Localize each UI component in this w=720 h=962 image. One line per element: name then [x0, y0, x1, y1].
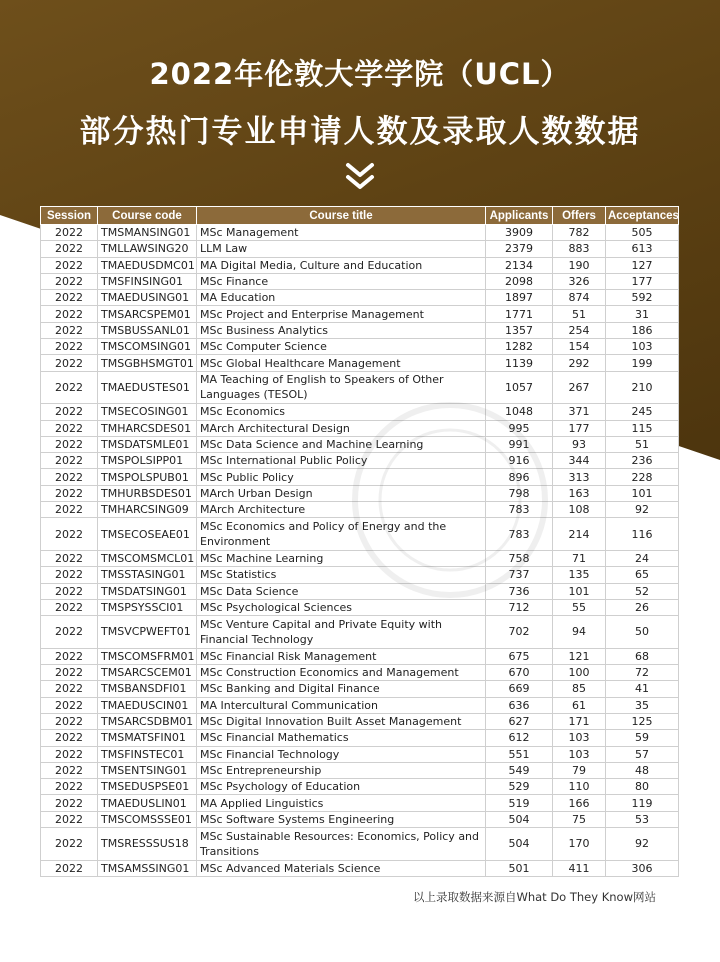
session-cell: 2022 [41, 860, 98, 876]
offers-cell: 170 [553, 827, 606, 860]
applicants-cell: 2134 [486, 257, 553, 273]
course-title-cell: MSc Financial Risk Management [197, 648, 486, 664]
table-row [41, 860, 679, 876]
acceptances-cell: 119 [606, 795, 679, 811]
acceptances-cell: 245 [606, 404, 679, 420]
session-cell: 2022 [41, 730, 98, 746]
acceptances-cell: 31 [606, 306, 679, 322]
table-row [41, 225, 679, 241]
course-title-cell: LLM Law [197, 241, 486, 257]
table-row [41, 746, 679, 762]
applicants-cell: 712 [486, 599, 553, 615]
column-header: Acceptances [606, 207, 679, 225]
offers-cell: 154 [553, 339, 606, 355]
course-code-cell: TMSENTSING01 [98, 762, 197, 778]
course-code-cell: TMSGBHSMGT01 [98, 355, 197, 371]
course-title-cell: MSc Computer Science [197, 339, 486, 355]
course-code-cell: TMSPOLSPUB01 [98, 469, 197, 485]
applicants-cell: 2098 [486, 273, 553, 289]
offers-cell: 101 [553, 583, 606, 599]
table-row [41, 550, 679, 566]
offers-cell: 110 [553, 779, 606, 795]
session-cell: 2022 [41, 583, 98, 599]
applicants-cell: 669 [486, 681, 553, 697]
table-row [41, 599, 679, 615]
course-code-cell: TMSPOLSIPP01 [98, 453, 197, 469]
offers-cell: 85 [553, 681, 606, 697]
table-row [41, 355, 679, 371]
applicants-cell: 529 [486, 779, 553, 795]
session-cell: 2022 [41, 713, 98, 729]
course-code-cell: TMLLAWSING20 [98, 241, 197, 257]
course-title-cell: MSc Economics and Policy of Energy and the Environment [197, 518, 486, 551]
acceptances-cell: 101 [606, 485, 679, 501]
course-title-cell: MSc Software Systems Engineering [197, 811, 486, 827]
session-cell: 2022 [41, 420, 98, 436]
session-cell: 2022 [41, 453, 98, 469]
acceptances-cell: 68 [606, 648, 679, 664]
offers-cell: 344 [553, 453, 606, 469]
course-title-cell: MArch Urban Design [197, 485, 486, 501]
table-row [41, 681, 679, 697]
course-code-cell: TMAEDUSCIN01 [98, 697, 197, 713]
course-code-cell: TMSCOMSFRM01 [98, 648, 197, 664]
acceptances-cell: 592 [606, 290, 679, 306]
offers-cell: 267 [553, 371, 606, 404]
session-cell: 2022 [41, 795, 98, 811]
session-cell: 2022 [41, 697, 98, 713]
applicants-cell: 798 [486, 485, 553, 501]
course-code-cell: TMSECOSING01 [98, 404, 197, 420]
table-row [41, 779, 679, 795]
course-title-cell: MSc Venture Capital and Private Equity with Financial Technology [197, 616, 486, 649]
table-row [41, 273, 679, 289]
session-cell: 2022 [41, 518, 98, 551]
offers-cell: 326 [553, 273, 606, 289]
session-cell: 2022 [41, 681, 98, 697]
course-code-cell: TMHARCSING09 [98, 502, 197, 518]
applicants-cell: 737 [486, 567, 553, 583]
course-title-cell: MA Digital Media, Culture and Education [197, 257, 486, 273]
session-cell: 2022 [41, 485, 98, 501]
acceptances-cell: 48 [606, 762, 679, 778]
column-header: Applicants [486, 207, 553, 225]
acceptances-cell: 116 [606, 518, 679, 551]
applicants-cell: 1771 [486, 306, 553, 322]
table-row [41, 469, 679, 485]
applicants-cell: 636 [486, 697, 553, 713]
applicants-cell: 783 [486, 502, 553, 518]
course-code-cell: TMSARCSDBM01 [98, 713, 197, 729]
applicants-cell: 3909 [486, 225, 553, 241]
acceptances-cell: 228 [606, 469, 679, 485]
acceptances-cell: 53 [606, 811, 679, 827]
course-code-cell: TMSFINSING01 [98, 273, 197, 289]
acceptances-cell: 115 [606, 420, 679, 436]
table-row [41, 485, 679, 501]
course-title-cell: MA Intercultural Communication [197, 697, 486, 713]
offers-cell: 108 [553, 502, 606, 518]
course-code-cell: TMSFINSTEC01 [98, 746, 197, 762]
session-cell: 2022 [41, 339, 98, 355]
table-row [41, 502, 679, 518]
table-row [41, 241, 679, 257]
column-header: Offers [553, 207, 606, 225]
offers-cell: 166 [553, 795, 606, 811]
offers-cell: 371 [553, 404, 606, 420]
applicants-cell: 670 [486, 665, 553, 681]
applicants-cell: 702 [486, 616, 553, 649]
table-row [41, 697, 679, 713]
acceptances-cell: 57 [606, 746, 679, 762]
session-cell: 2022 [41, 371, 98, 404]
course-title-cell: MSc Digital Innovation Built Asset Management [197, 713, 486, 729]
offers-cell: 55 [553, 599, 606, 615]
applicants-cell: 2379 [486, 241, 553, 257]
applicants-cell: 783 [486, 518, 553, 551]
session-cell: 2022 [41, 241, 98, 257]
table-row [41, 730, 679, 746]
course-code-cell: TMSAMSSING01 [98, 860, 197, 876]
session-cell: 2022 [41, 599, 98, 615]
applicants-cell: 551 [486, 746, 553, 762]
column-header: Course code [98, 207, 197, 225]
applicants-cell: 627 [486, 713, 553, 729]
course-code-cell: TMSMATSFIN01 [98, 730, 197, 746]
acceptances-cell: 50 [606, 616, 679, 649]
course-title-cell: MSc Psychological Sciences [197, 599, 486, 615]
session-cell: 2022 [41, 225, 98, 241]
session-cell: 2022 [41, 404, 98, 420]
applicants-cell: 916 [486, 453, 553, 469]
offers-cell: 883 [553, 241, 606, 257]
session-cell: 2022 [41, 469, 98, 485]
course-code-cell: TMAEDUSLIN01 [98, 795, 197, 811]
acceptances-cell: 613 [606, 241, 679, 257]
course-code-cell: TMSBANSDFI01 [98, 681, 197, 697]
table-row [41, 811, 679, 827]
course-title-cell: MSc Machine Learning [197, 550, 486, 566]
session-cell: 2022 [41, 436, 98, 452]
offers-cell: 190 [553, 257, 606, 273]
table-row [41, 583, 679, 599]
session-cell: 2022 [41, 779, 98, 795]
offers-cell: 874 [553, 290, 606, 306]
offers-cell: 171 [553, 713, 606, 729]
offers-cell: 51 [553, 306, 606, 322]
applicants-cell: 504 [486, 827, 553, 860]
page-subtitle: 部分热门专业申请人数及录取人数数据 [79, 114, 641, 150]
table-row [41, 616, 679, 649]
acceptances-cell: 80 [606, 779, 679, 795]
session-cell: 2022 [41, 273, 98, 289]
course-code-cell: TMSDATSING01 [98, 583, 197, 599]
offers-cell: 135 [553, 567, 606, 583]
table-header-row [41, 207, 679, 225]
acceptances-cell: 59 [606, 730, 679, 746]
session-cell: 2022 [41, 746, 98, 762]
session-cell: 2022 [41, 290, 98, 306]
offers-cell: 61 [553, 697, 606, 713]
course-code-cell: TMAEDUSTES01 [98, 371, 197, 404]
course-title-cell: MSc Management [197, 225, 486, 241]
course-code-cell: TMSMANSING01 [98, 225, 197, 241]
session-cell: 2022 [41, 811, 98, 827]
course-code-cell: TMHARCSDES01 [98, 420, 197, 436]
table-row [41, 518, 679, 551]
course-title-cell: MSc Finance [197, 273, 486, 289]
table-row [41, 827, 679, 860]
table-row [41, 306, 679, 322]
course-code-cell: TMSVCPWEFT01 [98, 616, 197, 649]
offers-cell: 782 [553, 225, 606, 241]
applicants-cell: 675 [486, 648, 553, 664]
applicants-cell: 501 [486, 860, 553, 876]
acceptances-cell: 92 [606, 827, 679, 860]
acceptances-cell: 186 [606, 322, 679, 338]
table-row [41, 339, 679, 355]
applicants-cell: 1057 [486, 371, 553, 404]
offers-cell: 100 [553, 665, 606, 681]
applicants-cell: 1048 [486, 404, 553, 420]
course-code-cell: TMAEDUSDMC01 [98, 257, 197, 273]
session-cell: 2022 [41, 567, 98, 583]
course-title-cell: MSc Construction Economics and Management [197, 665, 486, 681]
table-row [41, 257, 679, 273]
course-title-cell: MSc Global Healthcare Management [197, 355, 486, 371]
acceptances-cell: 51 [606, 436, 679, 452]
offers-cell: 254 [553, 322, 606, 338]
acceptances-cell: 505 [606, 225, 679, 241]
course-code-cell: TMSCOMSING01 [98, 339, 197, 355]
acceptances-cell: 35 [606, 697, 679, 713]
double-chevron-down-icon [344, 162, 376, 192]
offers-cell: 313 [553, 469, 606, 485]
course-code-cell: TMSBUSSANL01 [98, 322, 197, 338]
course-title-cell: MSc Psychology of Education [197, 779, 486, 795]
course-code-cell: TMSDATSMLE01 [98, 436, 197, 452]
offers-cell: 411 [553, 860, 606, 876]
session-cell: 2022 [41, 648, 98, 664]
offers-cell: 103 [553, 730, 606, 746]
acceptances-cell: 72 [606, 665, 679, 681]
course-title-cell: MA Applied Linguistics [197, 795, 486, 811]
session-cell: 2022 [41, 762, 98, 778]
applicants-cell: 1282 [486, 339, 553, 355]
session-cell: 2022 [41, 257, 98, 273]
course-title-cell: MA Teaching of English to Speakers of Other Languages (TESOL) [197, 371, 486, 404]
table-row [41, 795, 679, 811]
column-header: Session [41, 207, 98, 225]
offers-cell: 177 [553, 420, 606, 436]
course-title-cell: MSc Statistics [197, 567, 486, 583]
course-code-cell: TMSEDUSPSE01 [98, 779, 197, 795]
acceptances-cell: 52 [606, 583, 679, 599]
course-code-cell: TMSECOSEAE01 [98, 518, 197, 551]
offers-cell: 71 [553, 550, 606, 566]
acceptances-cell: 103 [606, 339, 679, 355]
course-title-cell: MSc Entrepreneurship [197, 762, 486, 778]
offers-cell: 79 [553, 762, 606, 778]
course-title-cell: MSc Advanced Materials Science [197, 860, 486, 876]
course-code-cell: TMSCOMSMCL01 [98, 550, 197, 566]
applicants-cell: 549 [486, 762, 553, 778]
course-code-cell: TMSSTASING01 [98, 567, 197, 583]
table-row [41, 420, 679, 436]
table-row [41, 648, 679, 664]
table-row [41, 371, 679, 404]
offers-cell: 121 [553, 648, 606, 664]
table-row [41, 665, 679, 681]
course-code-cell: TMSRESSSUS18 [98, 827, 197, 860]
course-code-cell: TMHURBSDES01 [98, 485, 197, 501]
offers-cell: 292 [553, 355, 606, 371]
course-code-cell: TMSARCSCEM01 [98, 665, 197, 681]
applicants-cell: 896 [486, 469, 553, 485]
table-row [41, 567, 679, 583]
acceptances-cell: 177 [606, 273, 679, 289]
course-title-cell: MSc Economics [197, 404, 486, 420]
acceptances-cell: 236 [606, 453, 679, 469]
course-title-cell: MArch Architectural Design [197, 420, 486, 436]
course-code-cell: TMSARCSPEM01 [98, 306, 197, 322]
session-cell: 2022 [41, 502, 98, 518]
acceptances-cell: 65 [606, 567, 679, 583]
applicants-cell: 758 [486, 550, 553, 566]
course-code-cell: TMSCOMSSSE01 [98, 811, 197, 827]
table-row [41, 404, 679, 420]
applicants-cell: 1139 [486, 355, 553, 371]
offers-cell: 93 [553, 436, 606, 452]
session-cell: 2022 [41, 550, 98, 566]
course-code-cell: TMAEDUSING01 [98, 290, 197, 306]
session-cell: 2022 [41, 665, 98, 681]
session-cell: 2022 [41, 616, 98, 649]
table-row [41, 322, 679, 338]
session-cell: 2022 [41, 355, 98, 371]
applicants-cell: 504 [486, 811, 553, 827]
offers-cell: 214 [553, 518, 606, 551]
table-row [41, 290, 679, 306]
session-cell: 2022 [41, 827, 98, 860]
acceptances-cell: 41 [606, 681, 679, 697]
course-title-cell: MSc Data Science [197, 583, 486, 599]
acceptances-cell: 24 [606, 550, 679, 566]
acceptances-cell: 92 [606, 502, 679, 518]
applicants-cell: 519 [486, 795, 553, 811]
admissions-table-container [40, 206, 678, 877]
course-title-cell: MA Education [197, 290, 486, 306]
course-code-cell: TMSPSYSSCI01 [98, 599, 197, 615]
table-row [41, 762, 679, 778]
acceptances-cell: 306 [606, 860, 679, 876]
course-title-cell: MArch Architecture [197, 502, 486, 518]
acceptances-cell: 127 [606, 257, 679, 273]
applicants-cell: 1357 [486, 322, 553, 338]
course-title-cell: MSc Data Science and Machine Learning [197, 436, 486, 452]
course-title-cell: MSc Project and Enterprise Management [197, 306, 486, 322]
applicants-cell: 1897 [486, 290, 553, 306]
applicants-cell: 736 [486, 583, 553, 599]
course-title-cell: MSc Banking and Digital Finance [197, 681, 486, 697]
course-title-cell: MSc Financial Mathematics [197, 730, 486, 746]
course-title-cell: MSc Business Analytics [197, 322, 486, 338]
acceptances-cell: 125 [606, 713, 679, 729]
table-row [41, 713, 679, 729]
acceptances-cell: 210 [606, 371, 679, 404]
admissions-table [40, 206, 679, 877]
acceptances-cell: 26 [606, 599, 679, 615]
offers-cell: 94 [553, 616, 606, 649]
table-row [41, 436, 679, 452]
table-row [41, 453, 679, 469]
session-cell: 2022 [41, 306, 98, 322]
page-title: 2022年伦敦大学学院（UCL） [149, 57, 571, 91]
acceptances-cell: 199 [606, 355, 679, 371]
source-note: 以上录取数据来源自What Do They Know网站 [412, 890, 656, 904]
offers-cell: 103 [553, 746, 606, 762]
course-title-cell: MSc Financial Technology [197, 746, 486, 762]
applicants-cell: 995 [486, 420, 553, 436]
session-cell: 2022 [41, 322, 98, 338]
offers-cell: 163 [553, 485, 606, 501]
table-body [41, 225, 679, 877]
offers-cell: 75 [553, 811, 606, 827]
course-title-cell: MSc International Public Policy [197, 453, 486, 469]
course-title-cell: MSc Public Policy [197, 469, 486, 485]
applicants-cell: 991 [486, 436, 553, 452]
course-title-cell: MSc Sustainable Resources: Economics, Policy and Transitions [197, 827, 486, 860]
applicants-cell: 612 [486, 730, 553, 746]
column-header: Course title [197, 207, 486, 225]
